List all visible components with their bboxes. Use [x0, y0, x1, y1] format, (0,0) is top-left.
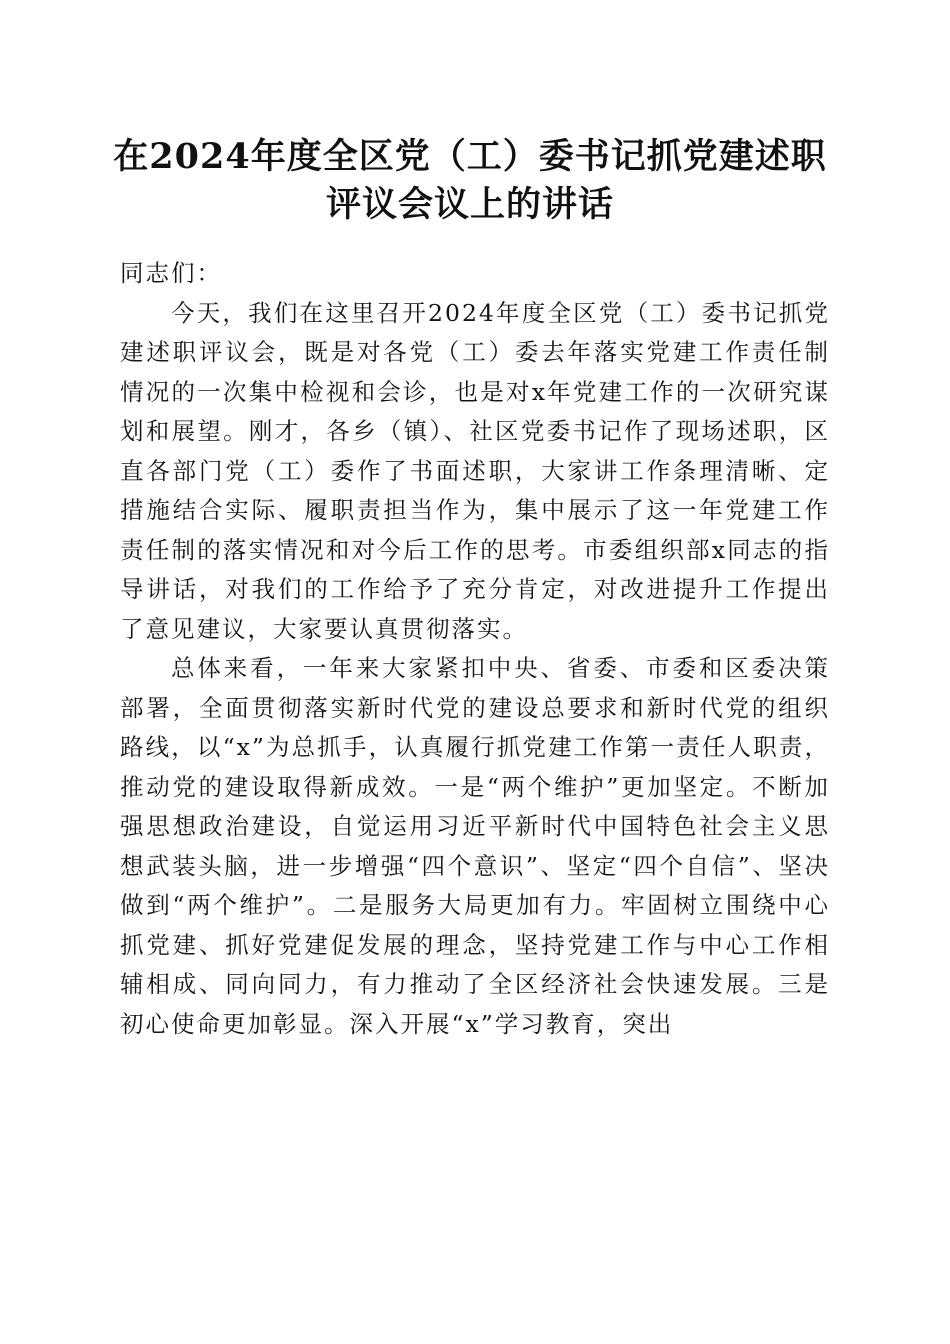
paragraph-opening: 今天，我们在这里召开2024年度全区党（工）委书记抓党建述职评议会，既是对各党（工）委去年落实党建工作责任制情况的一次集中检视和会诊，也是对x年党建工作的一次研究谋划和展望。刚才，各乡（镇）、社区党委书记作了现场述职，区直各部门党（工）委作了书面述职，大家讲工作条理清晰、定措施结合实际、履职责担当作为，集中展示了这一年党建工作责任制的落实情况和对今后工作的思考。市委组织部x同志的指导讲话，对我们的工作给予了充分肯定，对改进提升工作提出了意见建议，大家要认真贯彻落实。	[120, 298, 830, 643]
document-body	[120, 254, 830, 1044]
document-title	[100, 133, 840, 229]
title-line-2: 评议会议上的讲话	[325, 184, 614, 225]
salutation: 同志们：	[120, 259, 222, 287]
title-line-1: 在2024年度全区党（工）委书记抓党建述职	[113, 136, 827, 177]
paragraph-summary: 总体来看，一年来大家紧扣中央、省委、市委和区委决策部署，全面贯彻落实新时代党的建设总要求和新时代党的组织路线，以“x”为总抓手，认真履行抓党建工作第一责任人职责，推动党的建设取得新成效。一是“两个维护”更加坚定。不断加强思想政治建设，自觉运用习近平新时代中国特色社会主义思想武装头脑，进一步增强“四个意识”、坚定“四个自信”、坚决做到“两个维护”。二是服务大局更加有力。牢固树立围绕中心抓党建、抓好党建促发展的理念，坚持党建工作与中心工作相辅相成、同向同力，有力推动了全区经济社会快速发展。三是初心使命更加彰显。深入开展“x”学习教育，突出	[120, 654, 830, 1038]
